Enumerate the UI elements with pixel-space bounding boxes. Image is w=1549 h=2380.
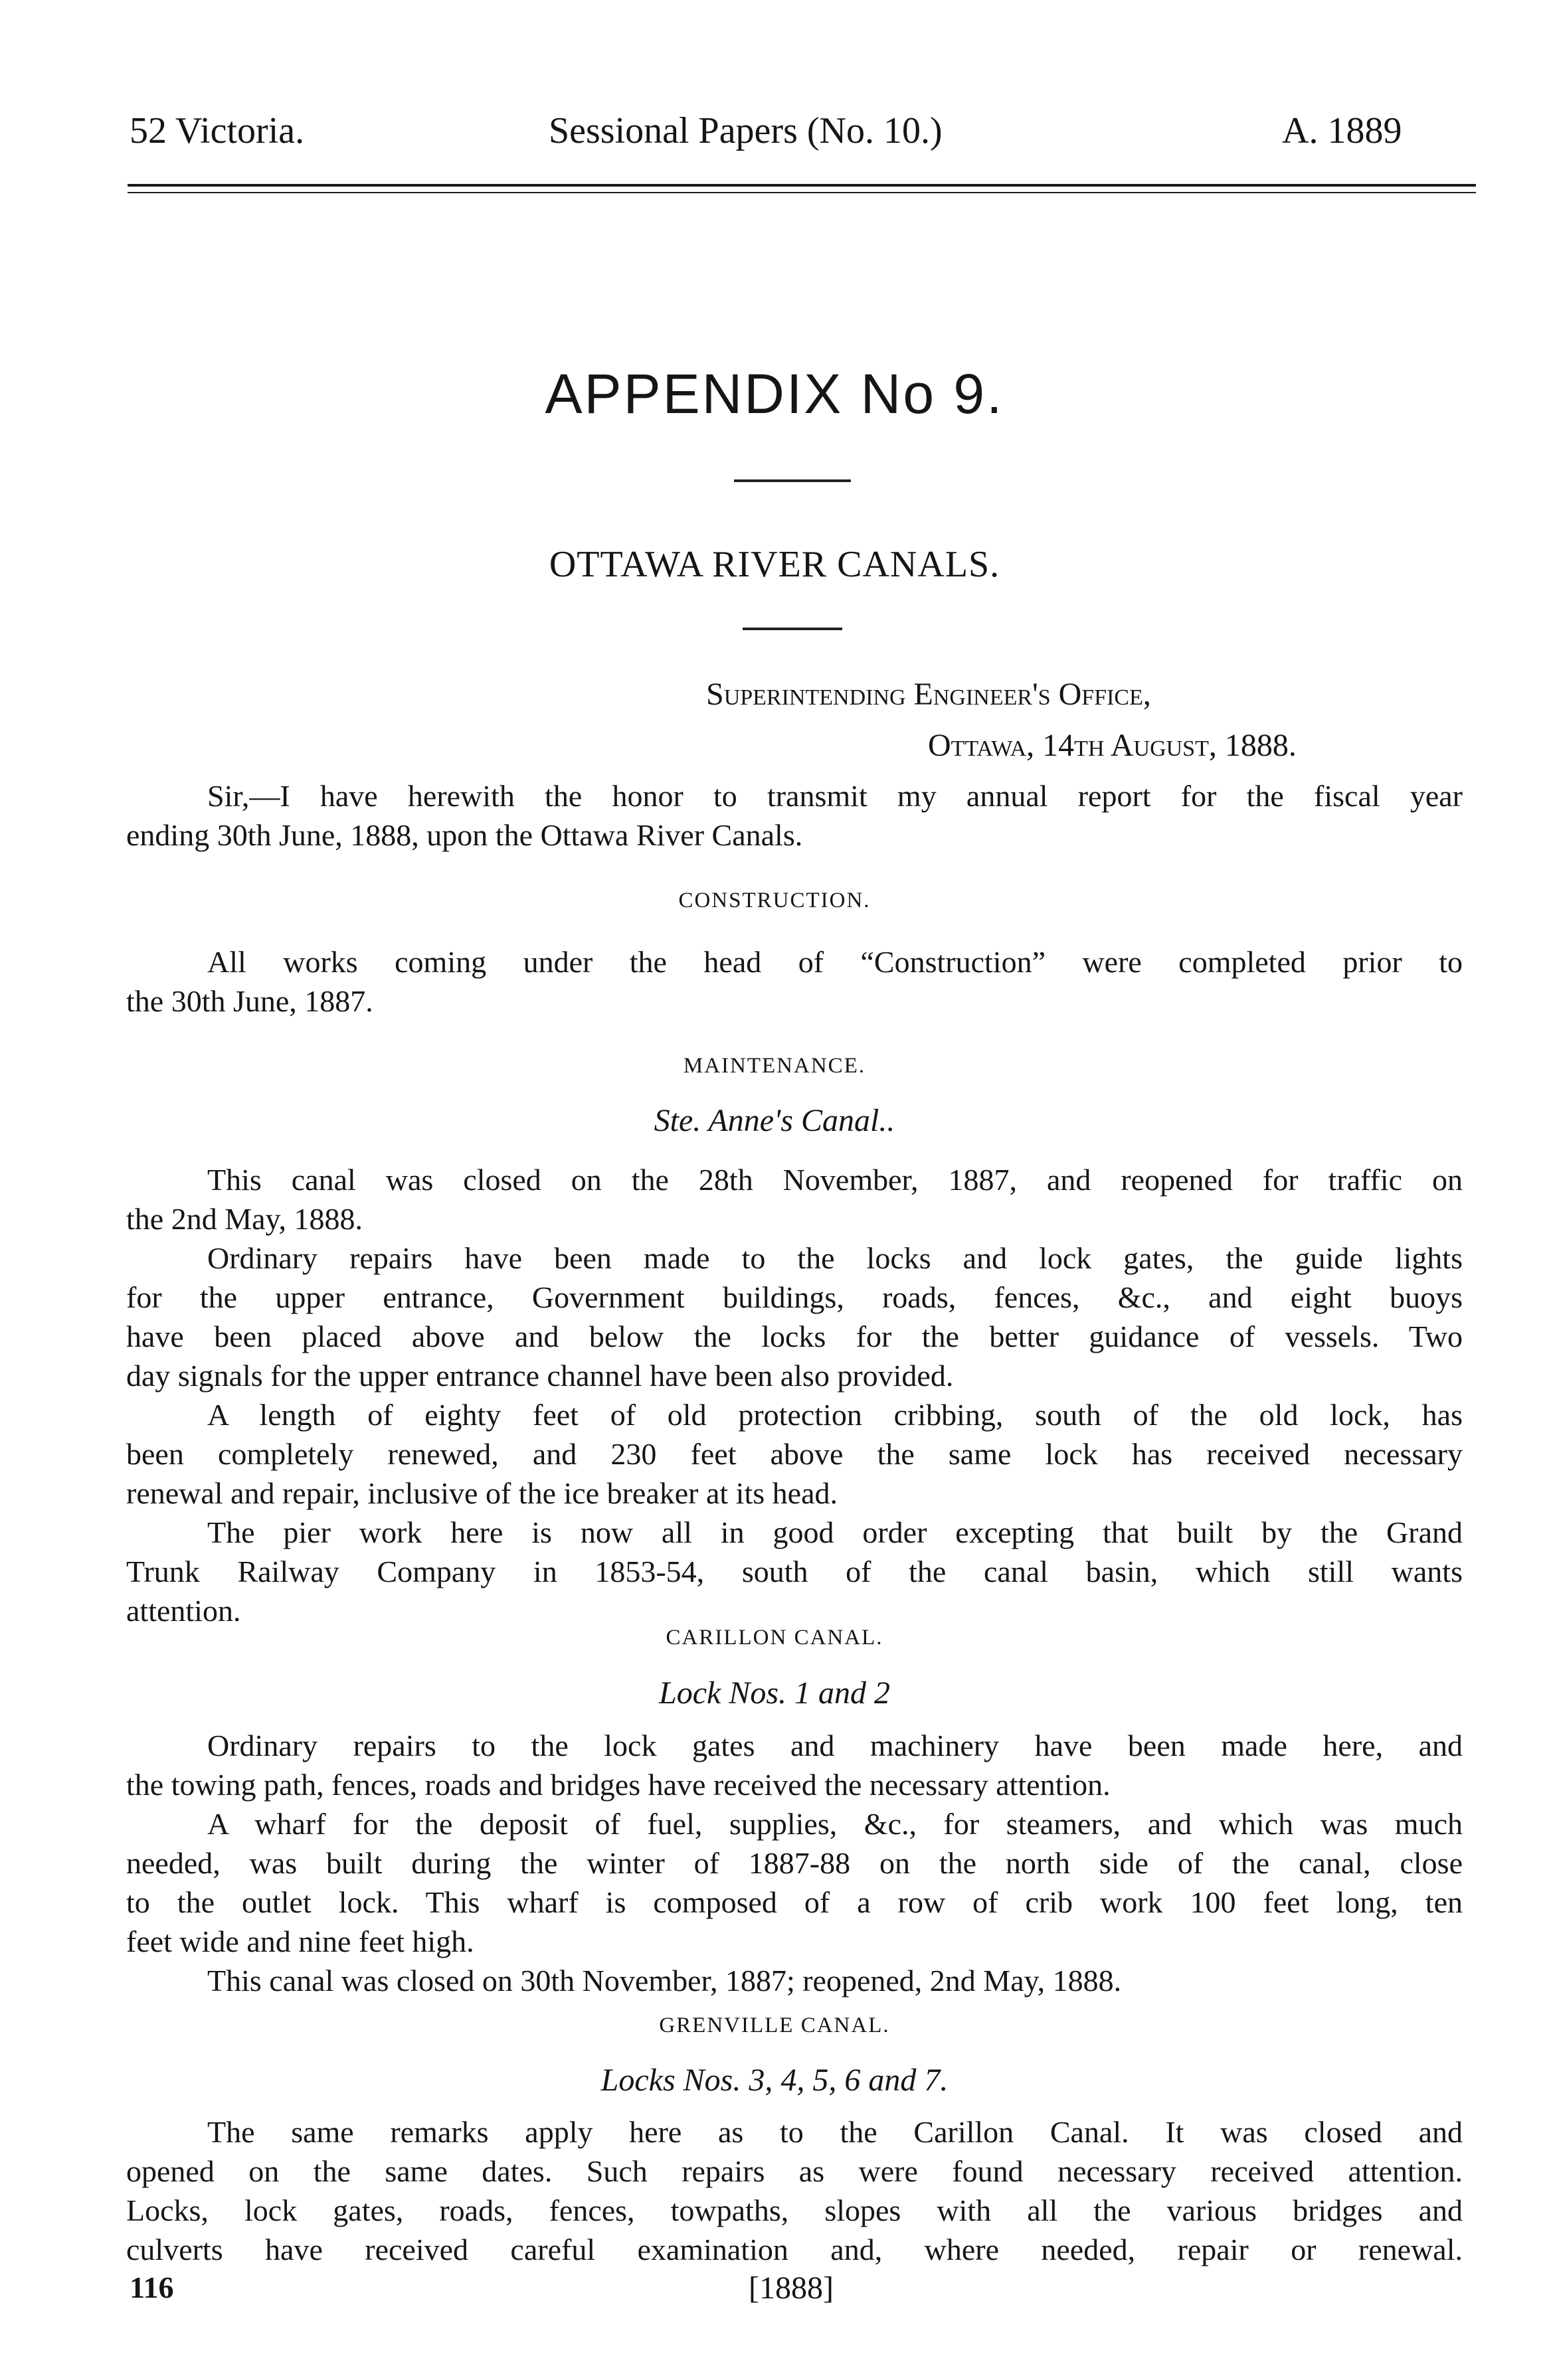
grenville-line-4: culverts have received careful examination and, where needed, repair or renewal. — [126, 2233, 1463, 2266]
carillon-line-2: the towing path, fences, roads and bridges have received the necessary attention. — [126, 1768, 1111, 1802]
maintenance-line-5: have been placed above and below the locks for the better guidance of vessels. Two — [126, 1319, 1463, 1353]
maintenance-line-4: for the upper entrance, Government buildings, roads, fences, &c., and eight buoys — [126, 1280, 1463, 1314]
maintenance-line-11: Trunk Railway Company in 1853-54, south of the canal basin, which still wants — [126, 1555, 1463, 1588]
carillon-heading: CARILLON CANAL. — [666, 1626, 883, 1650]
maintenance-line-6: day signals for the upper entrance channel have been also provided. — [126, 1359, 954, 1393]
place-date-line: Ottawa, 14th August, 1888. — [928, 728, 1297, 763]
appendix-subtitle: OTTAWA RIVER CANALS. — [549, 544, 1000, 585]
appendix-title: APPENDIX No 9. — [545, 363, 1004, 425]
carillon-line-3: A wharf for the deposit of fuel, supplies, &c., for steamers, and which was much — [207, 1807, 1463, 1841]
carillon-locks-heading: Lock Nos. 1 and 2 — [659, 1675, 890, 1711]
maintenance-line-12: attention. — [126, 1594, 241, 1628]
maintenance-line-9: renewal and repair, inclusive of the ice breaker at its head. — [126, 1476, 838, 1510]
carillon-line-7: This canal was closed on 30th November, 1887; reopened, 2nd May, 1888. — [207, 1964, 1122, 1998]
maintenance-heading: MAINTENANCE. — [683, 1054, 866, 1078]
grenville-line-2: opened on the same dates. Such repairs as were found necessary received attention. — [126, 2154, 1463, 2188]
title-divider — [734, 479, 851, 482]
ste-annes-canal-heading: Ste. Anne's Canal.. — [654, 1103, 895, 1138]
carillon-line-4: needed, was built during the winter of 1887-88 on the north side of the canal, close — [126, 1846, 1463, 1880]
maintenance-line-10: The pier work here is now all in good order excepting that built by the Grand — [207, 1515, 1463, 1549]
grenville-heading: GRENVILLE CANAL. — [659, 2013, 890, 2037]
header-title: Sessional Papers (No. 10.) — [549, 110, 943, 151]
maintenance-line-1: This canal was closed on the 28th November, 1887, and reopened for traffic on — [207, 1163, 1463, 1197]
subtitle-divider — [743, 628, 842, 630]
header-rule-thin — [128, 192, 1476, 193]
construction-line-1: All works coming under the head of “Construction” were completed prior to — [207, 945, 1463, 979]
page-number: 116 — [130, 2270, 174, 2304]
maintenance-line-7: A length of eighty feet of old protection cribbing, south of the old lock, has — [207, 1398, 1463, 1432]
intro-line-1: Sir,—I have herewith the honor to transmit my annual report for the fiscal year — [207, 779, 1463, 813]
grenville-locks-heading: Locks Nos. 3, 4, 5, 6 and 7. — [600, 2063, 949, 2098]
construction-heading: CONSTRUCTION. — [678, 889, 871, 912]
maintenance-line-8: been completely renewed, and 230 feet above the same lock has received necessary — [126, 1437, 1463, 1471]
grenville-line-3: Locks, lock gates, roads, fences, towpaths, slopes with all the various bridges and — [126, 2193, 1463, 2227]
header-session: 52 Victoria. — [130, 110, 305, 151]
maintenance-line-3: Ordinary repairs have been made to the locks and lock gates, the guide lights — [207, 1241, 1463, 1275]
office-line: Superintending Engineer's Office, — [706, 677, 1151, 712]
carillon-line-6: feet wide and nine feet high. — [126, 1924, 474, 1958]
header-rule-thick — [128, 184, 1476, 187]
carillon-line-5: to the outlet lock. This wharf is composed of a row of crib work 100 feet long, ten — [126, 1885, 1463, 1919]
intro-line-2: ending 30th June, 1888, upon the Ottawa River Canals. — [126, 818, 803, 852]
grenville-line-1: The same remarks apply here as to the Carillon Canal. It was closed and — [207, 2115, 1463, 2149]
carillon-line-1: Ordinary repairs to the lock gates and machinery have been made here, and — [207, 1729, 1463, 1762]
maintenance-line-2: the 2nd May, 1888. — [126, 1202, 363, 1236]
construction-line-2: the 30th June, 1887. — [126, 984, 373, 1018]
header-year: A. 1889 — [1282, 110, 1402, 151]
footer-year: [1888] — [749, 2270, 834, 2306]
